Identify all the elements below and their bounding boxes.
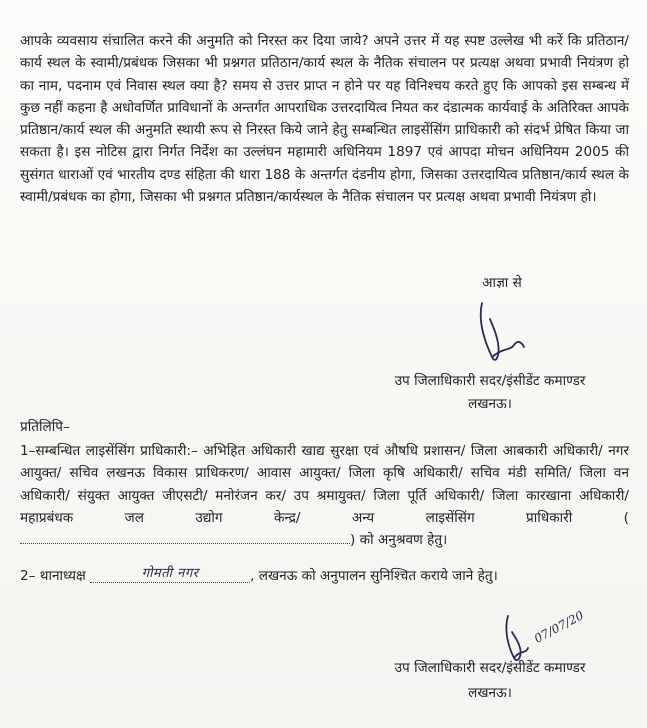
city-2: लखनऊ। bbox=[468, 685, 512, 701]
copy-item-2 bbox=[20, 565, 498, 584]
copy-item-1-suffix: ) को अनुश्रवण हेतु। bbox=[350, 532, 448, 549]
signature-2-date: 07/07/20 bbox=[531, 608, 587, 646]
city-1: लखनऊ। bbox=[468, 396, 512, 412]
by-order-text: आज्ञा से bbox=[482, 275, 522, 291]
copy-item-1-text: 1–सम्बन्धित लाइसेंसिंग प्राधिकारी:– अभिहित अधिकारी खाद्य सुरक्षा एवं औषधि प्रशासन/ जिला आबकारी अधिकारी/ नगर आयुक्त/ सचिव लखनऊ विकास प्राधिकरण/ आवास आयुक्त/ जिला कृषि अधिकारी/ सचिव मंडी समिति/ जिला वन अधिकारी/ संयुक्त आयुक्त जीएसटी/ मनोरंजन कर/ उप श्रमायुक्त/ जिला पूर्ति अधिकारी/ जिला कारखाना अधिकारी/ महाप्रबंधक जल उद्योग केन्द्र/ अन्य लाइसेंसिंग प्राधिकारी ( bbox=[20, 443, 629, 526]
copy-heading: प्रतिलिपि– bbox=[20, 419, 70, 435]
police-station-field bbox=[90, 566, 250, 583]
designation-1: उप जिलाधिकारी सदर/इंसीडेंट कमाण्डर bbox=[394, 373, 586, 389]
notice-body-paragraph: आपके व्यवसाय संचालित करने की अनुमति को निरस्त कर दिया जाये? अपने उत्तर में यह स्पष्ट उल्लेख भी करें कि प्रतिठान/कार्य स्थल के स्वामी/प्रबंधक जिसका भी प्रश्नगत प्रतिठान/कार्य स्थल के नैतिक संचालन पर प्रत्यक्ष अथवा प्रभावी नियंत्रण हो का नाम, पदनाम एवं निवास स्थल क्या है? समय से उत्तर प्राप्त न होने पर यह विनिश्चय करते हुए कि आपको इस सम्बन्ध में कुछ नहीं कहना है अधोवर्णित प्राविधानों के अन्तर्गत आपराधिक उत्तरदायित्व नियत कर दंडात्मक कार्यवाई के अतिरिक्त आपके प्रतिष्ठान/कार्य स्थल की अनुमति स्थायी रूप से निरस्त किये जाने हेतु सम्बन्धित लाइसेंसिंग प्राधिकारी को संदर्भ प्रेषित किया जा सकता है। इस नोटिस द्वारा निर्गत निर्देश का उल्लंघन महामारी अधिनियम 1897 एवं आपदा मोचन अधिनियम 2005 की सुसंगत धाराओं एवं भारतीय दण्ड संहिता की धारा 188 के अन्तर्गत दंडनीय होगा, जिसका उत्तरदायित्व प्रतिष्ठान/कार्य स्थल के स्वामी/प्रबंधक का होगा, जिसका भी प्रश्नगत प्रतिष्ठान/कार्यस्थल के नैतिक संचालन पर प्रत्यक्ष अथवा प्रभावी नियंत्रण हो। bbox=[20, 33, 629, 206]
copy-item-2-prefix: 2– थानाध्यक्ष bbox=[20, 568, 86, 584]
police-station-handwritten: गोमती नगर bbox=[141, 566, 199, 581]
designation-2: उप जिलाधिकारी सदर/इंसीडेंट कमाण्डर bbox=[394, 660, 586, 676]
signature-1 bbox=[470, 295, 530, 370]
copy-item-1 bbox=[20, 440, 629, 551]
copy-item-2-suffix: , लखनऊ को अनुपालन सुनिश्चित कराये जाने हेतु। bbox=[250, 568, 498, 584]
blank-dotted-field bbox=[20, 531, 350, 544]
